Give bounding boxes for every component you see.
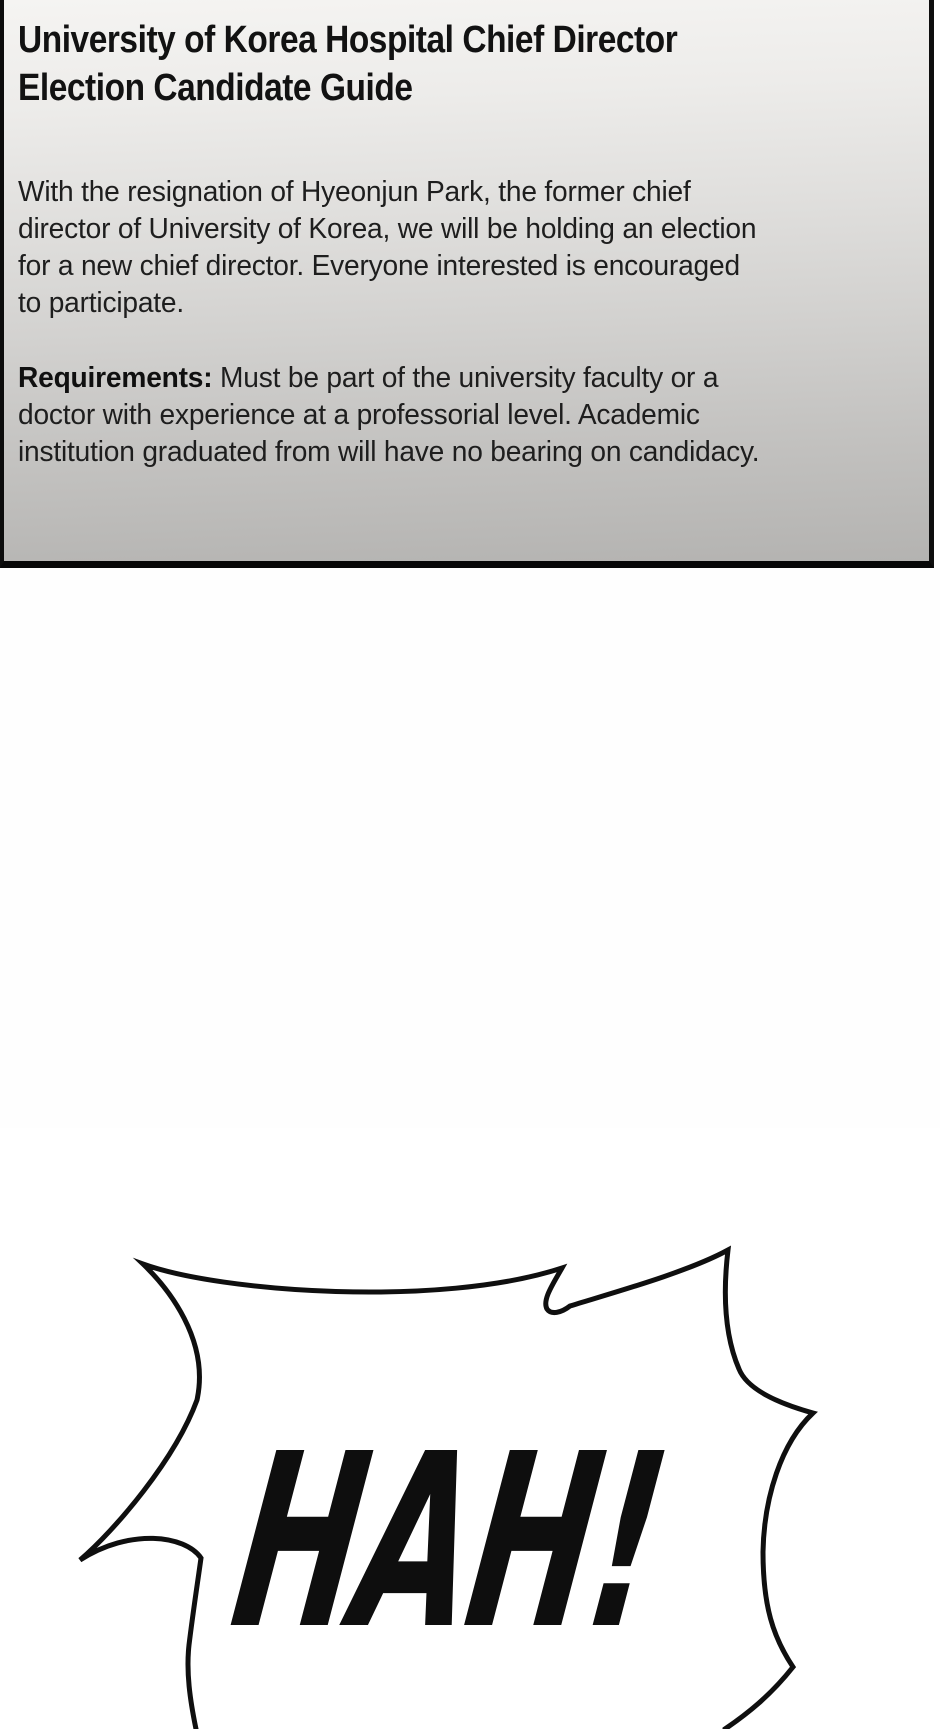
requirements-line: doctor with experience at a professorial level. Academic — [18, 399, 700, 431]
intro-line: With the resignation of Hyeonjun Park, the former chief — [18, 176, 691, 208]
requirements-text: Must be part of the university faculty or a — [212, 362, 719, 394]
notice-title-line2: Election Candidate Guide — [18, 67, 413, 109]
intro-line: to participate. — [18, 287, 184, 319]
intro-line: for a new chief director. Everyone interested is encouraged — [18, 250, 740, 282]
notice-title-line1: University of Korea Hospital Chief Director — [18, 19, 678, 61]
requirements-line: institution graduated from will have no bearing on candidacy. — [18, 436, 760, 468]
intro-line: director of University of Korea, we will be holding an election — [18, 213, 757, 245]
requirements-label: Requirements: — [18, 362, 213, 394]
speech-bubble-text: HAH! — [219, 1402, 679, 1682]
